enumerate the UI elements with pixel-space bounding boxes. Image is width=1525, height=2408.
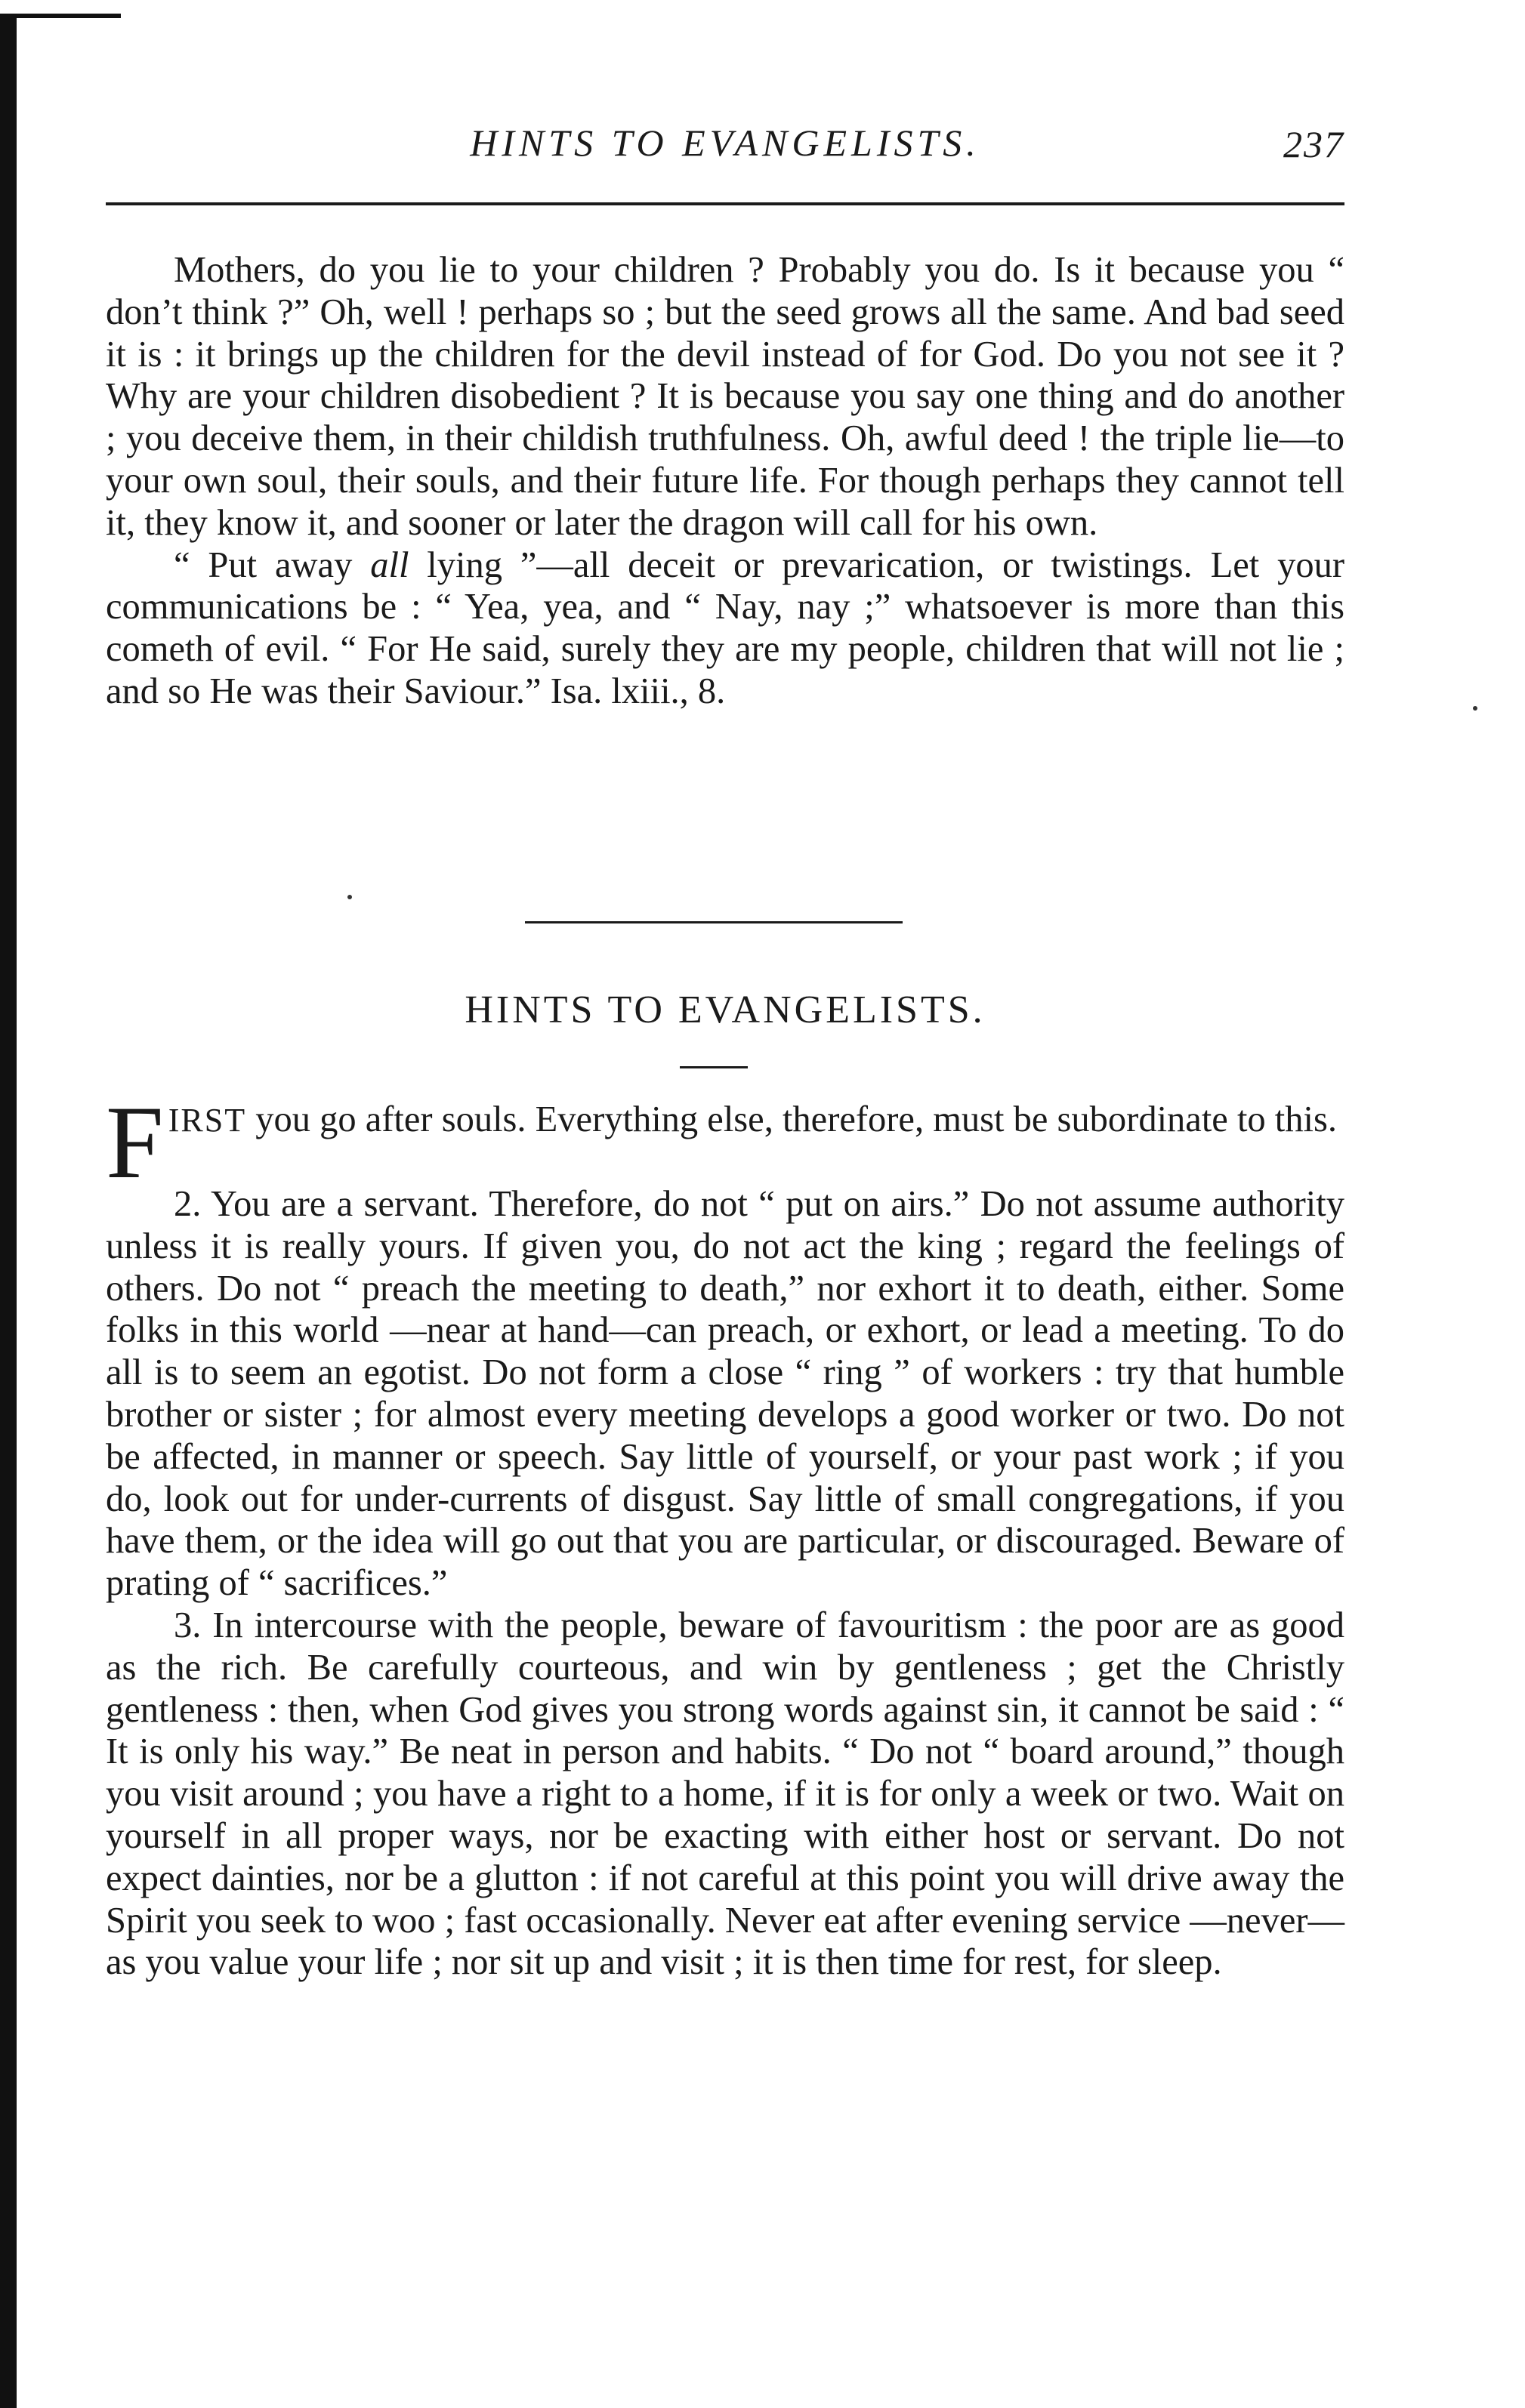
paragraph-put-away xyxy=(106,544,1344,713)
running-title: HINTS TO EVANGELISTS. xyxy=(470,122,980,164)
title-rule xyxy=(680,1066,748,1068)
section-divider xyxy=(525,921,903,923)
binding-corner xyxy=(0,14,121,18)
page-number: 237 xyxy=(1283,123,1344,165)
paragraph-servant: 2. You are a servant. Therefore, do not “ put on airs.” Do not assume authority unless it is really yours. If given you, do not act the king ; regard the feelings of others. Do not “ preach the meeting to death,” nor exhort it to death, either. Some folks in this world —near at hand—can preach, or exhort, or lead a meeting. To do all is to seem an egotist. Do not form a close “ ring ” of workers : try that humble brother or sister ; for almost every meeting develops a good worker or two. Do not be affected, in manner or speech. Say little of yourself, or your past work ; if you do, look out for under-currents of disgust. Say little of small congregations, if you have them, or the idea will go out that you are particular, or discouraged. Beware of prating of “ sacrifices.” xyxy=(106,1184,1344,1604)
paragraph-mothers: Mothers, do you lie to your children ? Probably you do. Is it because you “ don’t think ?” Oh, well ! perhaps so ; but the seed grows all the same. And bad seed it is : it brings up the children for the devil instead of for God. Do you not see it ? Why are your children disobedient ? It is because you say one thing and do another ; you deceive them, in their childish truthfulness. Oh, awful deed ! the triple lie—to your own soul, their souls, and their future life. For though perhaps they cannot tell it, they know it, and sooner or later the dragon will call for his own. xyxy=(106,250,1344,543)
binding-edge xyxy=(0,14,17,2408)
page-speck xyxy=(347,895,352,899)
first-paragraph-rest: you go after souls. Everything else, therefore, must be subordinate to this. xyxy=(246,1099,1338,1139)
drop-cap: F xyxy=(106,1084,164,1200)
first-word-rest: IRST xyxy=(168,1102,247,1139)
page-speck xyxy=(1473,706,1477,711)
paragraph-intercourse: 3. In intercourse with the people, beware of favouritism : the poor are as good as the rich. Be carefully courteous, and win by gentleness ; get the Christly gentleness : then, when God gives you strong words against sin, it cannot be said : “ It is only his way.” Be neat in person and habits. “ Do not “ board around,” though you visit around ; you have a right to a home, if it is for only a week or two. Wait on yourself in all proper ways, nor be exacting with either host or servant. Do not expect dainties, nor be a glutton : if not careful at this point you will drive away the Spirit you seek to woo ; fast occasionally. Never eat after evening service —never—as you value your life ; nor sit up and visit ; it is then time for rest, for sleep. xyxy=(106,1605,1344,1983)
quote-emphasis: all xyxy=(370,544,409,585)
running-head xyxy=(106,121,1344,174)
article-title: HINTS TO EVANGELISTS. xyxy=(465,988,986,1031)
header-rule xyxy=(106,202,1344,205)
paragraph-first xyxy=(106,1084,1344,1200)
quote-before: “ Put away xyxy=(174,544,371,585)
quote-after: lying ”—all deceit or prevarication, or twistings. Let your communications be : “ Yea, yea, and “ Nay, nay ;” whatsoever is more than this cometh of evil. “ For He said, surely they are my people, children that will not lie ; and so He was their Saviour.” Isa. lxiii., 8. xyxy=(106,544,1344,711)
article-text xyxy=(106,1084,1344,1984)
previous-article-text xyxy=(106,249,1344,713)
